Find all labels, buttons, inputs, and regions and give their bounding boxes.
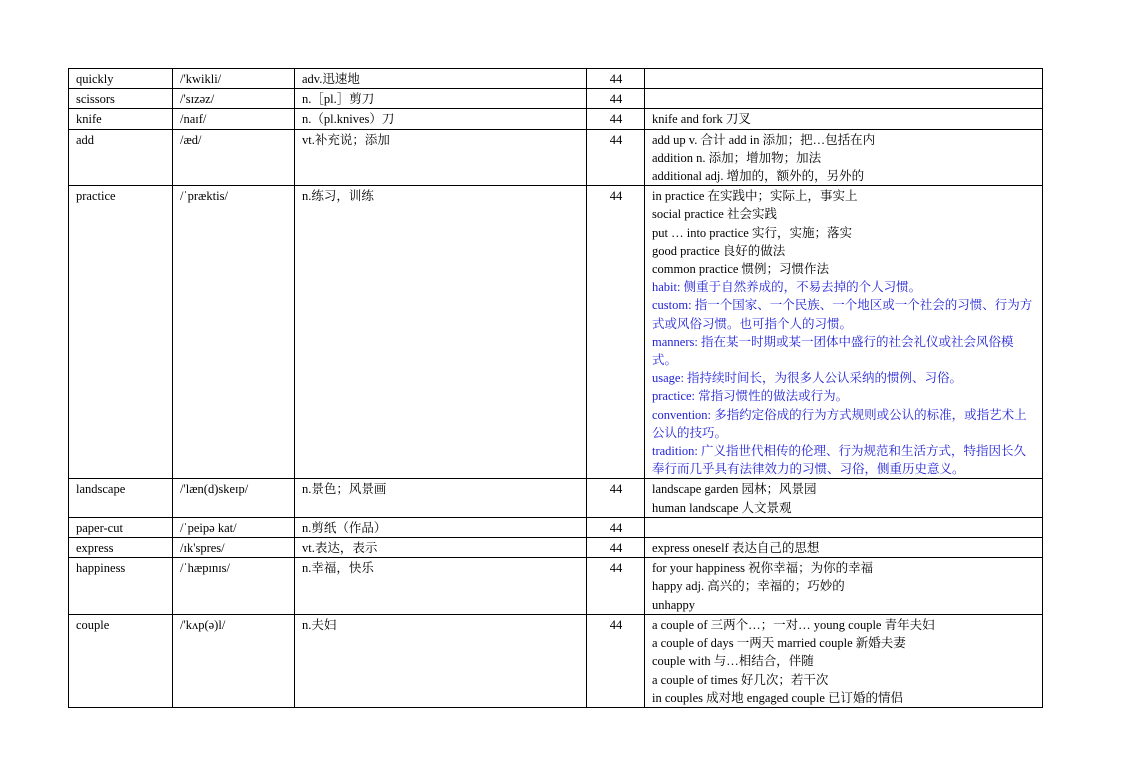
page-number-cell: 44 xyxy=(587,558,645,615)
table-row xyxy=(69,538,1043,558)
phonetic-cell: /ɪk'spres/ xyxy=(173,538,295,558)
vocabulary-table-body xyxy=(69,69,1043,708)
note-line: unhappy xyxy=(652,597,696,612)
note-line: human landscape 人文景观 xyxy=(652,500,792,515)
page-number-cell: 44 xyxy=(587,614,645,707)
notes-cell xyxy=(645,186,1043,479)
meaning-cell: n.剪纸（作品） xyxy=(295,517,587,537)
word-cell: paper-cut xyxy=(69,517,173,537)
page-number-cell: 44 xyxy=(587,109,645,129)
note-line: in couples 成对地 engaged couple 已订婚的情侣 xyxy=(652,690,903,705)
meaning-cell: n.景色；风景画 xyxy=(295,479,587,517)
vocabulary-table xyxy=(68,68,1043,708)
phonetic-cell: /ˈpeipə kat/ xyxy=(173,517,295,537)
word-cell: knife xyxy=(69,109,173,129)
table-row xyxy=(69,479,1043,517)
note-line: a couple of times 好几次；若干次 xyxy=(652,672,829,687)
notes-cell xyxy=(645,89,1043,109)
note-line: additional adj. 增加的，额外的，另外的 xyxy=(652,169,865,184)
notes-cell xyxy=(645,614,1043,707)
note-line: a couple of days 一两天 married couple 新婚夫妻 xyxy=(652,636,906,651)
note-line: addition n. 添加；增加物；加法 xyxy=(652,150,822,165)
table-row xyxy=(69,614,1043,707)
synonym-note-line: custom: 指一个国家、一个民族、一个地区或一个社会的习惯、行为方式或风俗习惯。也可指个人的习惯。 xyxy=(652,298,1033,331)
note-line: put … into practice 实行，实施；落实 xyxy=(652,225,852,240)
meaning-cell: n.［pl.］剪刀 xyxy=(295,89,587,109)
note-line: knife and fork 刀叉 xyxy=(652,112,751,127)
meaning-cell: n.（pl.knives）刀 xyxy=(295,109,587,129)
note-line: couple with 与…相结合，伴随 xyxy=(652,654,814,669)
table-row xyxy=(69,129,1043,186)
page-number-cell: 44 xyxy=(587,69,645,89)
word-cell: quickly xyxy=(69,69,173,89)
note-line: express oneself 表达自己的思想 xyxy=(652,541,820,556)
note-line: social practice 社会实践 xyxy=(652,207,777,222)
phonetic-cell: /'sɪzəz/ xyxy=(173,89,295,109)
page-number-cell: 44 xyxy=(587,89,645,109)
notes-cell xyxy=(645,558,1043,615)
notes-cell xyxy=(645,129,1043,186)
meaning-cell: n.练习，训练 xyxy=(295,186,587,479)
synonym-note-line: manners: 指在某一时期或某一团体中盛行的社会礼仪或社会风俗模式。 xyxy=(652,334,1014,368)
notes-cell xyxy=(645,538,1043,558)
meaning-cell: adv.迅速地 xyxy=(295,69,587,89)
synonym-note-line: usage: 指持续时间长，为很多人公认采纳的惯例、习俗。 xyxy=(652,371,963,386)
meaning-cell: n.夫妇 xyxy=(295,614,587,707)
page-number-cell: 44 xyxy=(587,129,645,186)
phonetic-cell: /'kwikli/ xyxy=(173,69,295,89)
note-line: happy adj. 高兴的；幸福的；巧妙的 xyxy=(652,579,845,594)
table-row xyxy=(69,109,1043,129)
meaning-cell: vt.补充说；添加 xyxy=(295,129,587,186)
synonym-note-line: convention: 多指约定俗成的行为方式规则或公认的标准，或指艺术上公认的技巧。 xyxy=(652,407,1027,440)
word-cell: scissors xyxy=(69,89,173,109)
phonetic-cell: /ˈpræktis/ xyxy=(173,186,295,479)
phonetic-cell: /'læn(d)skeɪp/ xyxy=(173,479,295,517)
phonetic-cell: /ˈhæpɪnɪs/ xyxy=(173,558,295,615)
synonym-note-line: practice: 常指习惯性的做法或行为。 xyxy=(652,389,849,404)
note-line: in practice 在实践中；实际上，事实上 xyxy=(652,189,858,204)
notes-cell xyxy=(645,517,1043,537)
meaning-cell: n.幸福，快乐 xyxy=(295,558,587,615)
note-line: for your happiness 祝你幸福；为你的幸福 xyxy=(652,561,874,576)
table-row xyxy=(69,69,1043,89)
word-cell: happiness xyxy=(69,558,173,615)
word-cell: landscape xyxy=(69,479,173,517)
note-line: add up v. 合计 add in 添加；把…包括在内 xyxy=(652,132,876,147)
meaning-cell: vt.表达，表示 xyxy=(295,538,587,558)
note-line: a couple of 三两个…；一对… young couple 青年夫妇 xyxy=(652,617,935,632)
notes-cell xyxy=(645,69,1043,89)
phonetic-cell: /naɪf/ xyxy=(173,109,295,129)
notes-cell xyxy=(645,109,1043,129)
page-number-cell: 44 xyxy=(587,479,645,517)
page-number-cell: 44 xyxy=(587,538,645,558)
table-row xyxy=(69,186,1043,479)
word-cell: practice xyxy=(69,186,173,479)
synonym-note-line: habit: 侧重于自然养成的，不易去掉的个人习惯。 xyxy=(652,280,922,295)
note-line: good practice 良好的做法 xyxy=(652,243,786,258)
page-number-cell: 44 xyxy=(587,186,645,479)
phonetic-cell: /'kʌp(ə)l/ xyxy=(173,614,295,707)
table-row xyxy=(69,517,1043,537)
notes-cell xyxy=(645,479,1043,517)
phonetic-cell: /æd/ xyxy=(173,129,295,186)
note-line: common practice 惯例；习惯作法 xyxy=(652,262,830,277)
word-cell: express xyxy=(69,538,173,558)
note-line: landscape garden 园林；风景园 xyxy=(652,482,817,497)
page-number-cell: 44 xyxy=(587,517,645,537)
word-cell: couple xyxy=(69,614,173,707)
synonym-note-line: tradition: 广义指世代相传的伦理、行为规范和生活方式，特指因长久奉行而几乎具有法律效力的习惯、习俗，侧重历史意义。 xyxy=(652,444,1026,477)
word-cell: add xyxy=(69,129,173,186)
table-row xyxy=(69,558,1043,615)
table-row xyxy=(69,89,1043,109)
